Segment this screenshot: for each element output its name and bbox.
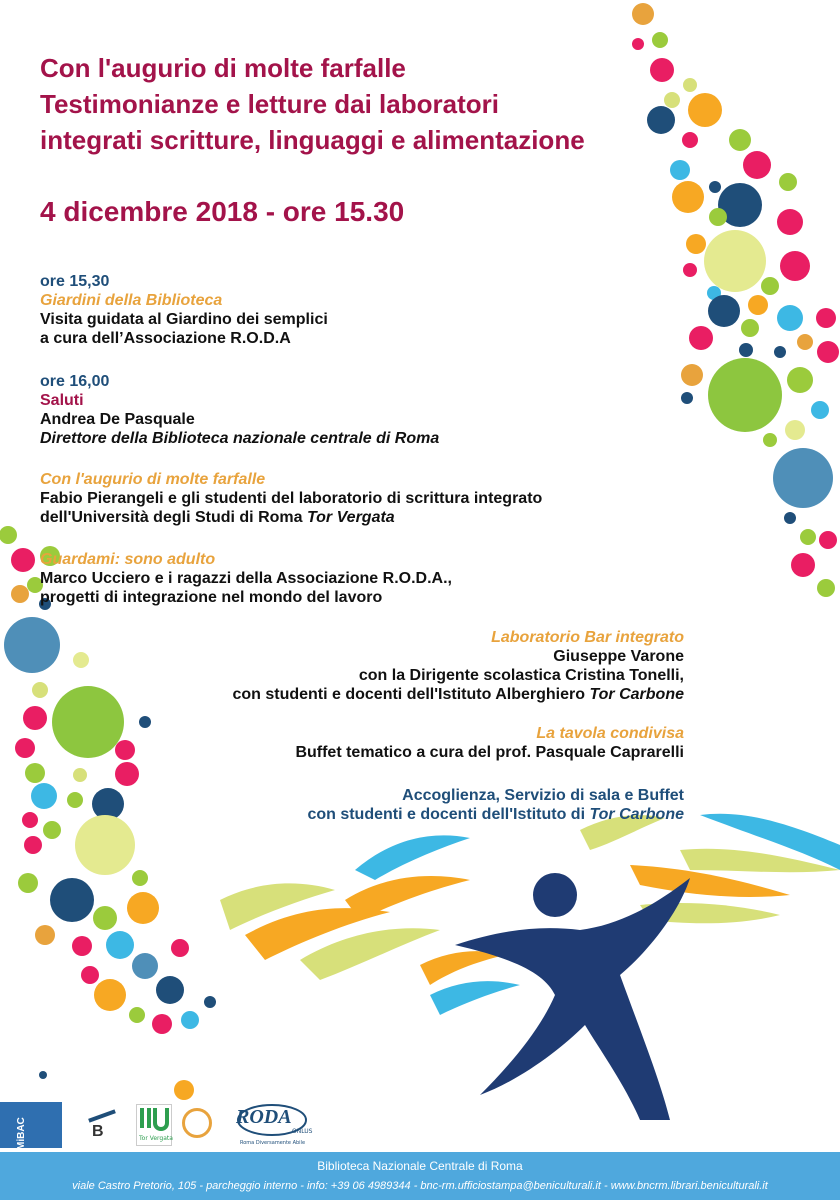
item-line: a cura dell’Associazione R.O.D.A [40, 330, 291, 347]
item-title: Accoglienza, Servizio di sala e Buffet [402, 787, 684, 804]
item-title: La tavola condivisa [536, 725, 684, 742]
event-date: 4 dicembre 2018 - ore 15.30 [40, 196, 405, 227]
item-line-text: con studenti e docenti dell'Istituto Alberghiero [232, 686, 590, 703]
item-line [40, 508, 542, 527]
item-name: Andrea De Pasquale [40, 411, 195, 428]
item-line-italic: Tor Carbone [589, 806, 684, 823]
tor-vergata-logo-icon [137, 1105, 171, 1135]
item-line [232, 685, 684, 704]
item-line: Fabio Pierangeli e gli studenti del laboratorio di scrittura integrato [40, 490, 543, 507]
program-item-garden [40, 272, 328, 348]
item-line-italic: Tor Vergata [306, 509, 395, 526]
item-line: Giuseppe Varone [553, 648, 684, 665]
item-role: Direttore della Biblioteca nazionale centrale di Roma [40, 430, 440, 447]
program-item-butterflies [40, 470, 542, 527]
tor-vergata-logo [136, 1104, 172, 1146]
item-line-text: dell'Università degli Studi di Roma [40, 509, 307, 526]
item-line: Visita guidata al Giardino dei semplici [40, 311, 328, 328]
svg-text:B: B [92, 1123, 104, 1138]
mibac-logo [0, 1102, 62, 1148]
item-line-text: con studenti e docenti dell'Istituto di [307, 806, 590, 823]
footer-bar [0, 1152, 840, 1200]
item-title: Laboratorio Bar integrato [491, 629, 684, 646]
item-line [307, 805, 684, 824]
roda-tagline: Roma Diversamente Abile [240, 1140, 306, 1146]
item-line: con la Dirigente scolastica Cristina Tonelli, [358, 667, 684, 684]
tor-vergata-label: Tor Vergata [139, 1135, 173, 1142]
butterflies [220, 814, 840, 1015]
item-time: ore 15,30 [40, 273, 110, 290]
item-title: Guardami: sono adulto [40, 551, 216, 568]
item-time: ore 16,00 [40, 373, 110, 390]
title-line-3: integrati scritture, linguaggi e alimentazione [40, 125, 585, 155]
program-item-adult [40, 550, 452, 607]
title-line-2: Testimonianze e letture dai laboratori [40, 89, 499, 119]
title-line-1: Con l'augurio di molte farfalle [40, 53, 406, 83]
footer-institution: Biblioteca Nazionale Centrale di Roma [317, 1159, 523, 1173]
item-title: Con l'augurio di molte farfalle [40, 471, 266, 488]
bncrm-logo-icon [84, 1106, 120, 1138]
item-title: Saluti [40, 392, 84, 409]
event-title [40, 50, 760, 158]
item-line: progetti di integrazione nel mondo del lavoro [40, 589, 383, 606]
bncrm-logo [84, 1106, 120, 1138]
school-seal-logo [182, 1108, 212, 1138]
item-line-italic: Tor Carbone [589, 686, 684, 703]
human-figure [455, 873, 690, 1120]
program-item-table [295, 724, 684, 762]
program-item-bar [232, 628, 684, 704]
footer-contacts: viale Castro Pretorio, 105 - parcheggio interno - info: +39 06 4989344 - bnc-rm.ufficiostampa@beniculturali.it - www.bncrm.librari.beniculturali.it [72, 1180, 768, 1192]
item-line: Buffet tematico a cura del prof. Pasquale Caprarelli [295, 744, 684, 761]
item-venue: Giardini della Biblioteca [40, 292, 223, 309]
roda-onlus: ONLUS [292, 1128, 313, 1135]
bubbles-left [0, 526, 216, 1100]
roda-logo [226, 1102, 314, 1150]
partner-logos [0, 1098, 840, 1154]
program-item-greetings [40, 372, 439, 448]
roda-logo-text: RODA [236, 1106, 292, 1128]
item-line: Marco Ucciero e i ragazzi della Associazione R.O.D.A., [40, 570, 452, 587]
program-item-hospitality [307, 786, 684, 824]
mibac-logo-text: MiBAC [16, 1117, 27, 1150]
